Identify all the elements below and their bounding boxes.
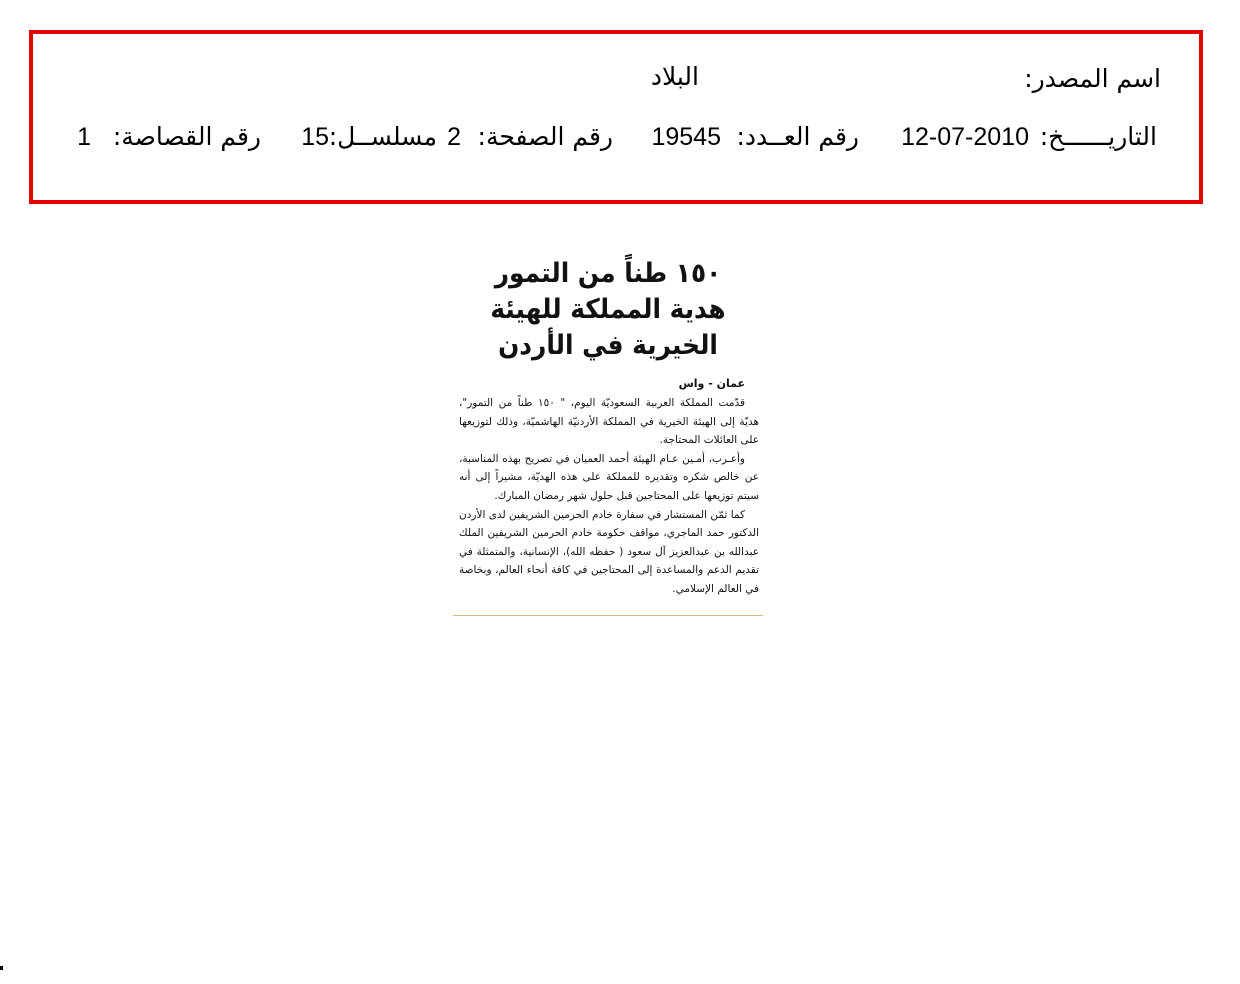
clipping-info-box [29,30,1203,204]
page-number-label: رقم الصفحة: [477,122,613,151]
clipping-number-value: 1 [77,123,91,151]
article-paragraph: قدّمت المملكة العربية السعوديّة اليوم، " ١٥٠ طناً من التمور"، هديّة إلى الهيئة الخيرية في المملكة الأردنيّة الهاشميّة، وذلك لتوزيعها على العائلات المحتاجة. [459,397,759,447]
source-name-value: البلاد [650,62,699,91]
date-value: 12-07-2010 [901,123,1029,151]
article-paragraph: كما ثمّن المستشار في سفارة خادم الحرمين الشريفين لدى الأردن الدكتور حمد الماجري، مواقف حكومة خادم الحرمين الشريفين الملك عبدالله بن عبدالعزيز آل سعود ( حفظه الله)، الإنسانية، والمتمثلة في تقديم الدعم والمساعدة إلى المحتاجين في كافة أنحاء العالم، وبخاصة في العالم الإسلامي. [459,508,759,595]
article-paragraph: وأعـرب، أمـين عـام الهيئة أحمد العميان في تصريح بهذه المناسبة، عن خالص شكره وتقديره للمملكة على هذه الهديّة، مشيراً إلى أنه سيتم توزيعها على المحتاجين قبل حلول شهر رمضان المبارك. [459,452,759,502]
date-label: التاريــــــخ: [1039,122,1157,151]
article-title: ١٥٠ طناً من التمور هدية المملكة للهيئة الخيرية في الأردن [490,258,726,361]
issue-number-label: رقم العــدد: [736,122,859,151]
clipping-number-label: رقم القصاصة: [112,122,261,151]
serial-label: مسلســل: [328,122,437,151]
newspaper-clipping [453,246,763,616]
clipping-bottom-rule [453,615,763,616]
issue-number-value: 19545 [651,123,721,151]
serial-value: 15 [301,123,329,151]
scan-corner-mark [0,966,3,970]
source-name-label: اسم المصدر: [1024,64,1161,93]
article-dateline: عمان - واس [678,377,745,390]
page-number-value: 2 [447,123,461,151]
